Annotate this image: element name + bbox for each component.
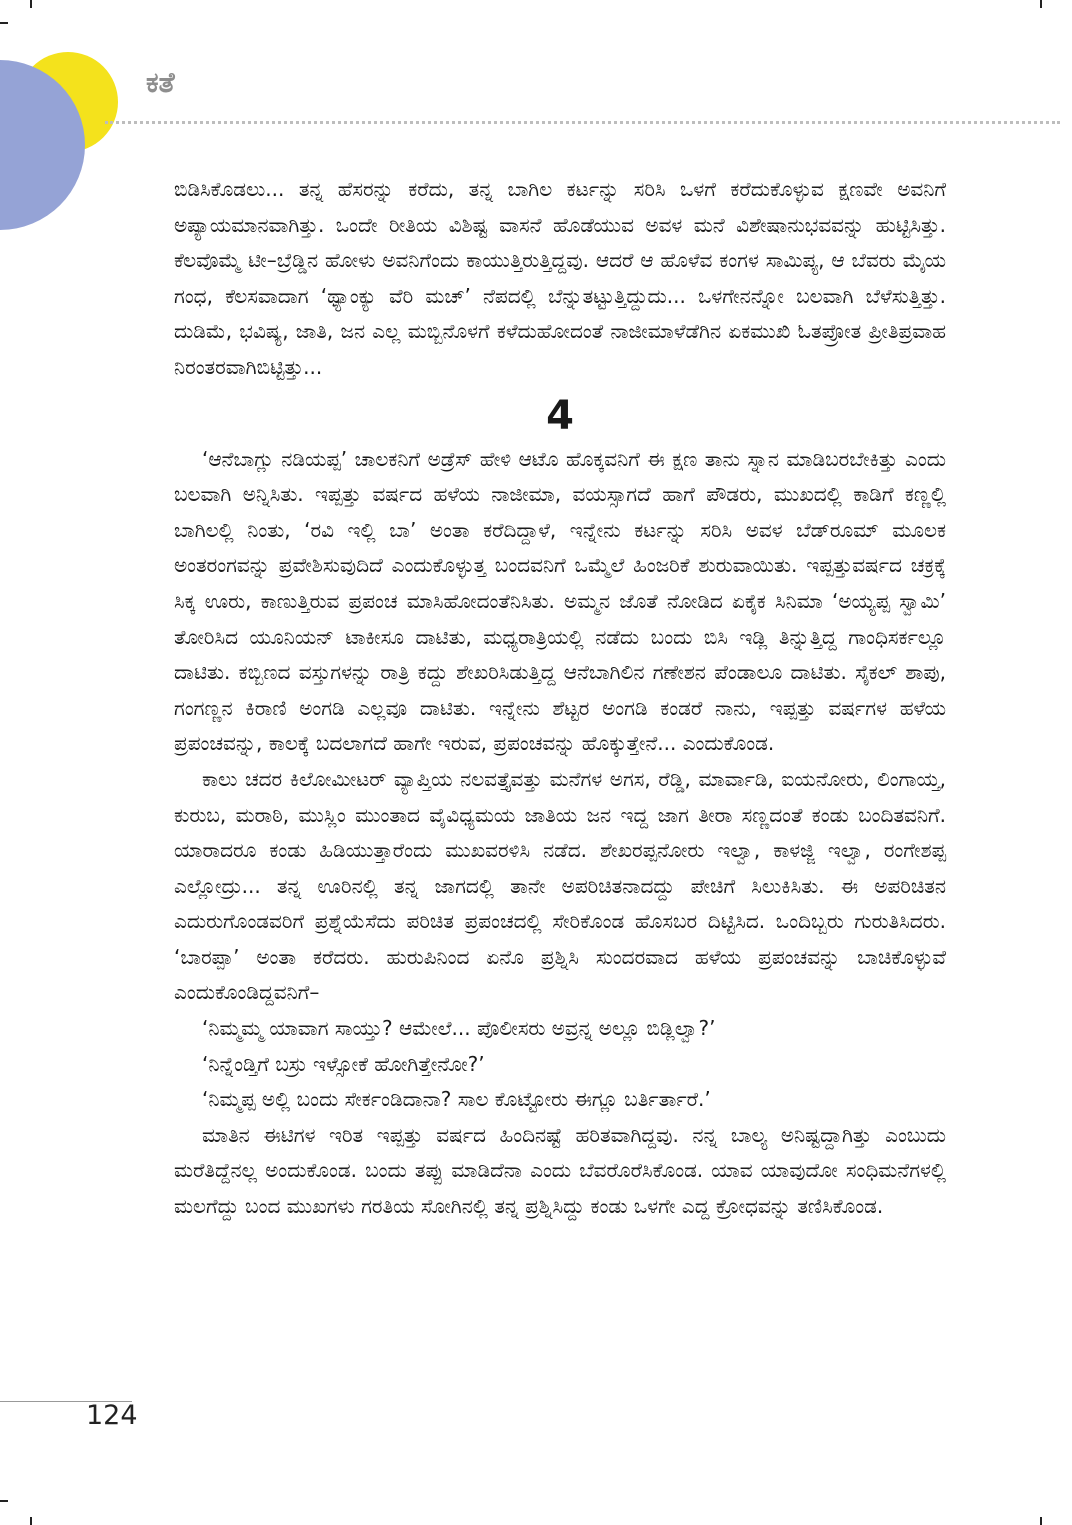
paragraph: ಮಾತಿನ ಈಟಿಗಳ ಇರಿತ ಇಪ್ಪತ್ತು ವರ್ಷದ ಹಿಂದಿನಷ್ಟೆ ಹರಿತವಾಗಿದ್ದವು. ನನ್ನ ಬಾಲ್ಯ ಅನಿಷ್ಟದ್ದಾಗಿತ್ತು ಎಂಬುದು ಮರೆತಿದ್ದೆನಲ್ಲ ಅಂದುಕೊಂಡ. ಬಂದು ತಪ್ಪು ಮಾಡಿದೆನಾ ಎಂದು ಬೆವರೊರೆಸಿಕೊಂಡ. ಯಾವ ಯಾವುದೋ ಸಂಧಿಮನೆಗಳಲ್ಲಿ ಮಲಗೆದ್ದು ಬಂದ ಮುಖಗಳು ಗರತಿಯ ಸೋಗಿನಲ್ಲಿ ತನ್ನ ಪ್ರಶ್ನಿಸಿದ್ದು ಕಂಡು ಒಳಗೇ ಎದ್ದ ಕ್ರೋಧವನ್ನು ತಣಿಸಿಕೊಂಡ. (174, 1122, 946, 1219)
chapter-number: 4 (546, 392, 574, 439)
section-title: ಕತೆ (146, 66, 175, 99)
header-dotted-rule (105, 121, 1060, 124)
crop-mark (30, 0, 32, 8)
crop-mark (0, 1500, 8, 1502)
dialogue-line: ‘ನಿಮ್ಮಪ್ಪ ಅಲ್ಲಿ ಬಂದು ಸೇರ್ಕಂಡಿದಾನಾ? ಸಾಲ ಕೊಟ್ಟೋರು ಈಗ್ಲೂ ಬರ್ತಿರ್ತಾರೆ.’ (202, 1087, 711, 1112)
dialogue-line: ‘ನಿಮ್ಮಮ್ಮ ಯಾವಾಗ ಸಾಯ್ತು? ಆಮೇಲೆ... ಪೊಲೀಸರು ಅವ್ರನ್ನ ಅಲ್ಲೂ ಬಿಡ್ಲಿಲ್ವಾ?’ (202, 1016, 716, 1041)
dialogue-line: ‘ನಿನ್ನೆಂಡ್ತಿಗೆ ಬಸ್ರು ಇಳ್ಸೋಕೆ ಹೋಗಿತ್ತೇನೋ?’ (202, 1051, 485, 1076)
crop-mark (0, 22, 8, 24)
crop-mark (1040, 1517, 1042, 1525)
paragraph: ‘ಆನೆಬಾಗ್ಲು ನಡಿಯಪ್ಪ’ ಚಾಲಕನಿಗೆ ಅಡ್ರೆಸ್ ಹೇಳಿ ಆಟೊ ಹೊಕ್ಕವನಿಗೆ ಈ ಕ್ಷಣ ತಾನು ಸ್ನಾನ ಮಾಡಿಬರಬೇಕಿತ್ತು ಎಂದು ಬಲವಾಗಿ ಅನ್ನಿಸಿತು. ಇಪ್ಪತ್ತು ವರ್ಷದ ಹಳೆಯ ನಾಜೀಮಾ, ವಯಸ್ಸಾಗದೆ ಹಾಗೆ ಪೌಡರು, ಮುಖದಲ್ಲಿ ಕಾಡಿಗೆ ಕಣ್ಣಲ್ಲಿ ಬಾಗಿಲಲ್ಲಿ ನಿಂತು, ‘ರವಿ ಇಲ್ಲಿ ಬಾ’ ಅಂತಾ ಕರೆದಿದ್ದಾಳೆ, ಇನ್ನೇನು ಕರ್ಟನ್ನು ಸರಿಸಿ ಅವಳ ಬೆಡ್‌ರೂಮ್ ಮೂಲಕ ಅಂತರಂಗವನ್ನು ಪ್ರವೇಶಿಸುವುದಿದೆ ಎಂದುಕೊಳ್ಳುತ್ತ ಬಂದವನಿಗೆ ಒಮ್ಮೆಲೆ ಹಿಂಜರಿಕೆ ಶುರುವಾಯಿತು. ಇಪ್ಪತ್ತುವರ್ಷದ ಚಕ್ರಕ್ಕೆ ಸಿಕ್ಕ ಊರು, ಕಾಣುತ್ತಿರುವ ಪ್ರಪಂಚ ಮಾಸಿಹೋದಂತೆನಿಸಿತು. ಅಮ್ಮನ ಜೊತೆ ನೋಡಿದ ಏಕೈಕ ಸಿನಿಮಾ ‘ಅಯ್ಯಪ್ಪ ಸ್ವಾಮಿ’ ತೋರಿಸಿದ ಯೂನಿಯನ್ ಟಾಕೀಸೂ ದಾಟಿತು, ಮಧ್ಯರಾತ್ರಿಯಲ್ಲಿ ನಡೆದು ಬಂದು ಬಿಸಿ ಇಡ್ಲಿ ತಿನ್ನುತ್ತಿದ್ದ ಗಾಂಧಿಸರ್ಕಲ್ಲೂ ದಾಟಿತು. ಕಬ್ಬಿಣದ ವಸ್ತುಗಳನ್ನು ರಾತ್ರಿ ಕದ್ದು ಶೇಖರಿಸಿಡುತ್ತಿದ್ದ ಆನೆಬಾಗಿಲಿನ ಗಣೇಶನ ಪೆಂಡಾಲೂ ದಾಟಿತು. ಸೈಕಲ್ ಶಾಪು, ಗಂಗಣ್ಣನ ಕಿರಾಣಿ ಅಂಗಡಿ ಎಲ್ಲವೂ ದಾಟಿತು. ಇನ್ನೇನು ಶೆಟ್ಟರ ಅಂಗಡಿ ಕಂಡರೆ ನಾನು, ಇಪ್ಪತ್ತು ವರ್ಷಗಳ ಹಳೆಯ ಪ್ರಪಂಚವನ್ನು, ಕಾಲಕ್ಕೆ ಬದಲಾಗದೆ ಹಾಗೇ ಇರುವ, ಪ್ರಪಂಚವನ್ನು ಹೊಕ್ಕುತ್ತೇನೆ... ಎಂದುಕೊಂಡ. (174, 446, 946, 756)
page-number: 124 (86, 1400, 138, 1431)
paragraph: ಬಿಡಿಸಿಕೊಡಲು... ತನ್ನ ಹೆಸರನ್ನು ಕರೆದು, ತನ್ನ ಬಾಗಿಲ ಕರ್ಟನ್ನು ಸರಿಸಿ ಒಳಗೆ ಕರೆದುಕೊಳ್ಳುವ ಕ್ಷಣವೇ ಅವನಿಗೆ ಅಪ್ಯಾಯಮಾನವಾಗಿತ್ತು. ಒಂದೇ ರೀತಿಯ ವಿಶಿಷ್ಟ ವಾಸನೆ ಹೊಡೆಯುವ ಅವಳ ಮನೆ ವಿಶೇಷಾನುಭವವನ್ನು ಹುಟ್ಟಿಸಿತ್ತು. ಕೆಲವೊಮ್ಮೆ ಟೀ–ಬ್ರೆಡ್ಡಿನ ಹೋಳು ಅವನಿಗೆಂದು ಕಾಯುತ್ತಿರುತ್ತಿದ್ದವು. ಆದರೆ ಆ ಹೊಳೆವ ಕಂಗಳ ಸಾಮಿಪ್ಯ, ಆ ಬೆವರು ಮೈಯ ಗಂಧ, ಕೆಲಸವಾದಾಗ ‘ಥ್ಯಾಂಕ್ಯು ವೆರಿ ಮಚ್’ ನೆಪದಲ್ಲಿ ಬೆನ್ನುತಟ್ಟುತ್ತಿದ್ದುದು... ಒಳಗೇನನ್ನೋ ಬಲವಾಗಿ ಬೆಳೆಸುತ್ತಿತ್ತು. ದುಡಿಮೆ, ಭವಿಷ್ಯ, ಜಾತಿ, ಜನ ಎಲ್ಲ ಮಬ್ಬಿನೊಳಗೆ ಕಳೆದುಹೋದಂತೆ ನಾಜೀಮಾಳೆಡೆಗಿನ ಏಕಮುಖಿ ಓತಪ್ರೋತ ಪ್ರೀತಿಪ್ರವಾಹ ನಿರಂತರವಾಗಿಬಿಟ್ಟಿತ್ತು... (174, 177, 946, 379)
page-body (174, 172, 946, 1225)
crop-mark (1040, 0, 1042, 8)
paragraph: ಕಾಲು ಚದರ ಕಿಲೋಮೀಟರ್ ವ್ಯಾಪ್ತಿಯ ನಲವತ್ತೈವತ್ತು ಮನೆಗಳ ಅಗಸ, ರೆಡ್ಡಿ, ಮಾರ್ವಾಡಿ, ಐಯನೋರು, ಲಿಂಗಾಯ್ತ, ಕುರುಬ, ಮರಾಠಿ, ಮುಸ್ಲಿಂ ಮುಂತಾದ ವೈವಿಧ್ಯಮಯ ಜಾತಿಯ ಜನ ಇದ್ದ ಜಾಗ ತೀರಾ ಸಣ್ಣದಂತೆ ಕಂಡು ಬಂದಿತವನಿಗೆ. ಯಾರಾದರೂ ಕಂಡು ಹಿಡಿಯುತ್ತಾರೆಂದು ಮುಖವರಳಿಸಿ ನಡೆದ. ಶೇಖರಪ್ಪನೋರು ಇಲ್ವಾ, ಕಾಳಜ್ಜಿ ಇಲ್ವಾ, ರಂಗೇಶಪ್ಪ ಎಲ್ಲೋದ್ರು... ತನ್ನ ಊರಿನಲ್ಲಿ ತನ್ನ ಜಾಗದಲ್ಲಿ ತಾನೇ ಅಪರಿಚಿತನಾದದ್ದು ಪೇಚಿಗೆ ಸಿಲುಕಿಸಿತು. ಈ ಅಪರಿಚಿತನ ಎದುರುಗೊಂಡವರಿಗೆ ಪ್ರಶ್ನೆಯೆಸೆದು ಪರಿಚಿತ ಪ್ರಪಂಚದಲ್ಲಿ ಸೇರಿಕೊಂಡ ಹೊಸಬರ ದಿಟ್ಟಿಸಿದ. ಒಂದಿಬ್ಬರು ಗುರುತಿಸಿದರು. ‘ಬಾರಪ್ಪಾ’ ಅಂತಾ ಕರೆದರು. ಹುರುಪಿನಿಂದ ಏನೊ ಪ್ರಶ್ನಿಸಿ ಸುಂದರವಾದ ಹಳೆಯ ಪ್ರಪಂಚವನ್ನು ಬಾಚಿಕೊಳ್ಳುವೆ ಎಂದುಕೊಂಡಿದ್ದವನಿಗೆ– (174, 766, 946, 1005)
crop-mark (30, 1517, 32, 1525)
